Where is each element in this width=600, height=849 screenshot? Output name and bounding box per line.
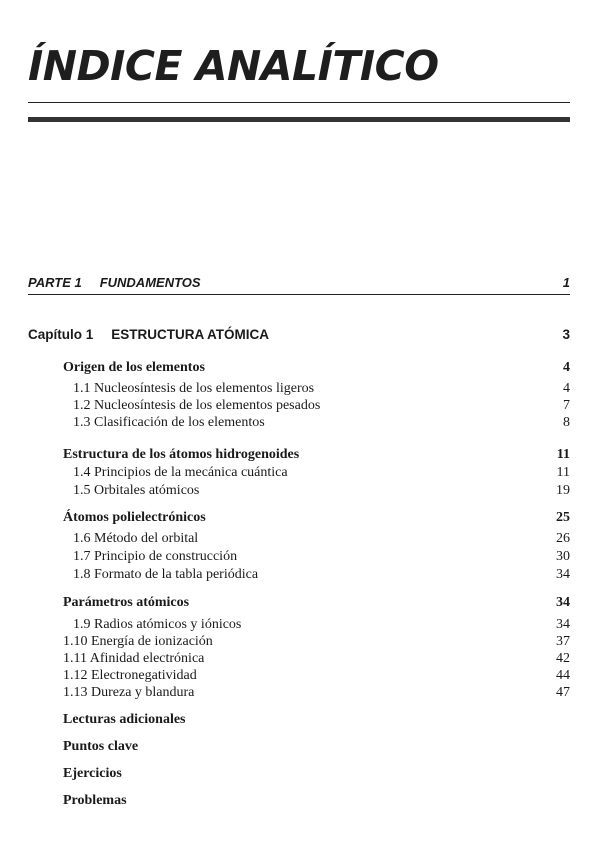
entry-page: 34 [556,595,570,610]
entry-page: 8 [563,415,570,430]
toc-item [28,684,570,702]
part-page: 1 [562,275,570,290]
entry-text: 1.11 Afinidad electrónica [63,651,205,666]
chapter-label: Capítulo 1 [28,327,94,342]
entry-page: 19 [556,483,570,498]
entry-text: 1.13 Dureza y blandura [63,685,195,700]
entry-page: 4 [563,360,570,375]
entry-text: Lecturas adicionales [63,712,186,727]
entry-page: 7 [563,398,570,413]
toc-item [28,464,570,482]
toc-item [28,380,570,398]
entry-text: Origen de los elementos [63,360,205,375]
entry-text: Estructura de los átomos hidrogenoides [63,447,300,462]
entry-page: 26 [556,531,570,546]
toc-item [28,530,570,548]
entry-text: 1.8 Formato de la tabla periódica [73,567,259,582]
entry-text: 1.6 Método del orbital [73,531,199,546]
entry-text: Ejercicios [63,766,122,781]
toc-section [28,446,570,464]
entry-page: 37 [556,634,570,649]
entry-page: 34 [556,617,570,632]
chapter-page: 3 [562,327,570,342]
toc-item [28,633,570,651]
part-heading [28,274,570,292]
entry-text: 1.4 Principios de la mecánica cuántica [73,465,288,480]
entry-text: 1.1 Nucleosíntesis de los elementos ligeros [73,381,315,396]
toc-item [28,650,570,668]
entry-text: 1.9 Radios atómicos y iónicos [73,617,242,632]
part-name: FUNDAMENTOS [99,275,201,290]
entry-text: 1.5 Orbitales atómicos [73,483,200,498]
entry-text: 1.12 Electronegatividad [63,668,197,683]
entry-text: Átomos polielectrónicos [63,510,206,525]
entry-page: 25 [556,510,570,525]
entry-text: 1.7 Principio de construcción [73,549,238,564]
toc-item [28,414,570,432]
part-rule [28,294,570,295]
entry-page: 42 [556,651,570,666]
toc-section [28,711,570,729]
toc-section [28,738,570,756]
toc-section [28,765,570,783]
entry-page: 34 [556,567,570,582]
toc-section [28,359,570,377]
entry-text: Parámetros atómicos [63,595,190,610]
toc-section [28,509,570,527]
entry-text: 1.10 Energía de ionización [63,634,213,649]
entry-page: 11 [556,447,570,462]
toc-section [28,792,570,810]
title-rule-thin [28,102,570,103]
entry-page: 30 [556,549,570,564]
toc-item [28,548,570,566]
toc-item [28,397,570,415]
toc-item [28,566,570,584]
chapter-heading [28,326,570,344]
toc-item [28,482,570,500]
toc-item [28,616,570,634]
entry-page: 44 [556,668,570,683]
part-label: PARTE 1 [28,275,82,290]
entry-page: 47 [556,685,570,700]
entry-page: 4 [563,381,570,396]
title-rule-thick [28,117,570,122]
toc-section [28,594,570,612]
entry-page: 11 [556,465,570,480]
entry-text: 1.3 Clasificación de los elementos [73,415,265,430]
entry-text: Puntos clave [63,739,139,754]
entry-text: 1.2 Nucleosíntesis de los elementos pesados [73,398,321,413]
chapter-name: ESTRUCTURA ATÓMICA [111,327,270,342]
toc-item [28,667,570,685]
page-title: ÍNDICE ANALÍTICO [28,42,439,90]
entry-text: Problemas [63,793,127,808]
